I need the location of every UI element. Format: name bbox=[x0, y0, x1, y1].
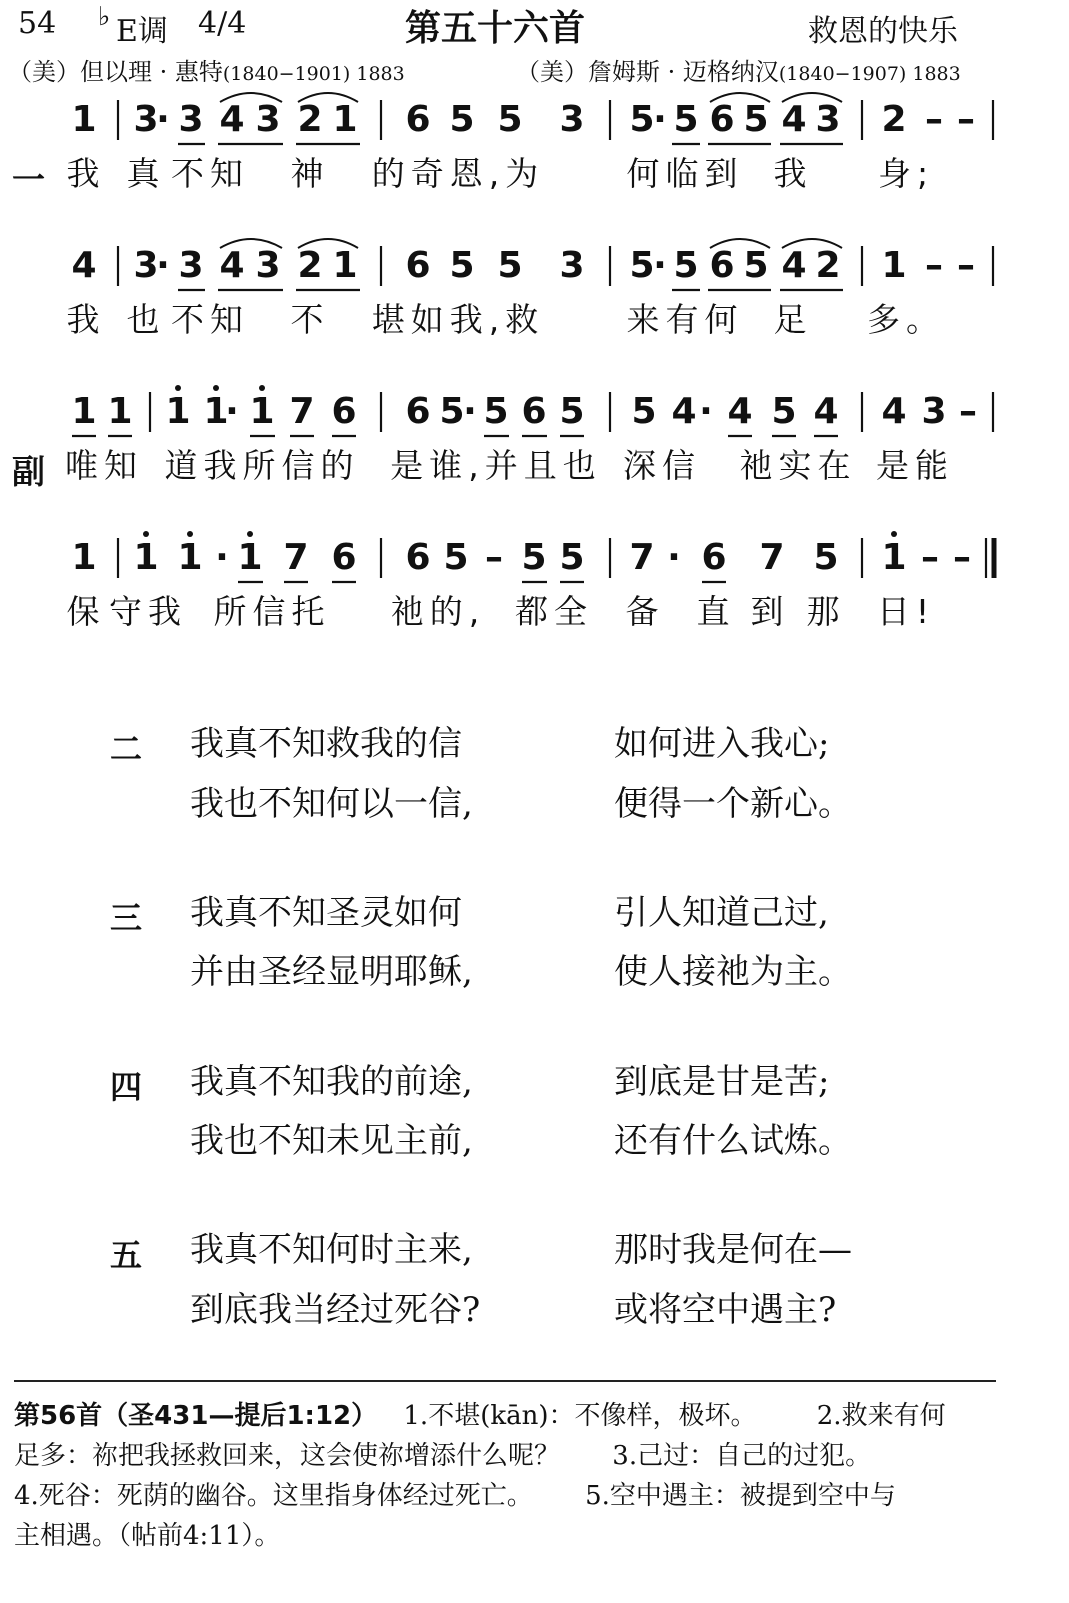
note: 5 bbox=[743, 99, 769, 140]
note: 6 bbox=[331, 391, 357, 432]
dash-mark: – bbox=[485, 537, 503, 578]
note: 7 bbox=[289, 391, 315, 432]
lyric: 祂实在 bbox=[739, 446, 857, 485]
note: 6 bbox=[709, 99, 735, 140]
verse-line: 并由圣经显明耶稣, bbox=[190, 952, 473, 992]
dot-mark: · bbox=[653, 245, 667, 286]
note: 5 bbox=[521, 537, 547, 578]
high-octave-dot bbox=[247, 531, 253, 537]
footnote-reference: 第56首（圣431—提后1:12） bbox=[14, 1401, 378, 1431]
note: 5 bbox=[673, 99, 699, 140]
high-octave-dot bbox=[891, 531, 897, 537]
lyric: 祂的, bbox=[390, 592, 486, 631]
lyric: 也 bbox=[126, 300, 166, 339]
lyric: 的奇恩,为 bbox=[371, 154, 545, 193]
lyric: 那 bbox=[806, 592, 846, 631]
slur bbox=[782, 93, 842, 102]
note: 1 bbox=[249, 391, 275, 432]
note: 1 bbox=[71, 537, 97, 578]
note: 5 bbox=[629, 99, 655, 140]
dot-mark: · bbox=[215, 537, 229, 578]
verse-line: 还有什么试炼。 bbox=[614, 1121, 852, 1161]
note: 4 bbox=[813, 391, 839, 432]
key-signature: E调 bbox=[116, 14, 168, 49]
note: 3 bbox=[921, 391, 947, 432]
slur bbox=[298, 239, 358, 248]
note: 1 bbox=[881, 245, 907, 286]
verse-line: 我真不知救我的信 bbox=[190, 724, 462, 764]
lyric: 不 bbox=[290, 300, 330, 339]
lyric: 直 bbox=[696, 592, 736, 631]
lyric: 守我 bbox=[109, 592, 187, 631]
lyric: 身; bbox=[877, 154, 935, 193]
note: 3 bbox=[255, 245, 281, 286]
footnote-item: 2.救来有何 bbox=[816, 1401, 946, 1431]
note: 5 bbox=[449, 245, 475, 286]
footnote-item: 主相遇。（帖前4:11）。 bbox=[14, 1521, 281, 1551]
high-octave-dot bbox=[259, 385, 265, 391]
note: 5 bbox=[449, 99, 475, 140]
slur bbox=[710, 93, 770, 102]
note: 4 bbox=[881, 391, 907, 432]
dot-mark: · bbox=[667, 537, 681, 578]
note: 3 bbox=[815, 99, 841, 140]
dash-mark: – bbox=[925, 99, 943, 140]
note: 5 bbox=[443, 537, 469, 578]
note: 1 bbox=[203, 391, 229, 432]
composer-years: (1840−1907) 1883 bbox=[778, 63, 961, 85]
dash-mark: – bbox=[959, 391, 977, 432]
note: 2 bbox=[881, 99, 907, 140]
note: 1 bbox=[71, 99, 97, 140]
note: 1 bbox=[107, 391, 133, 432]
footnote-line bbox=[14, 1516, 280, 1556]
note: 1 bbox=[332, 245, 358, 286]
lyricist-name: （美）但以理 · 惠特 bbox=[8, 58, 223, 86]
verse-line: 我也不知未见主前, bbox=[190, 1121, 473, 1161]
footnote-item: 1.不堪(kān)：不像样，极坏。 bbox=[403, 1401, 757, 1431]
note: 5 bbox=[629, 245, 655, 286]
note: 5 bbox=[631, 391, 657, 432]
footnote-item: 5.空中遇主：被提到空中与 bbox=[585, 1481, 896, 1511]
verse-line: 我真不知何时主来, bbox=[190, 1230, 473, 1270]
lyric: 神 bbox=[290, 154, 330, 193]
note: 3 bbox=[559, 99, 585, 140]
lyric: 不知 bbox=[171, 154, 249, 193]
verse-number: 五 bbox=[110, 1236, 143, 1274]
time-signature: 4/4 bbox=[198, 6, 247, 41]
lyric: 真 bbox=[126, 154, 166, 193]
note: 4 bbox=[219, 245, 245, 286]
lyric: 何临到 bbox=[626, 154, 744, 193]
note: 3 bbox=[178, 245, 204, 286]
lyric: 堪如我,救 bbox=[371, 300, 545, 339]
note: 5 bbox=[497, 245, 523, 286]
lyric: 是谁,并且也 bbox=[390, 446, 602, 485]
high-octave-dot bbox=[187, 531, 193, 537]
note: 6 bbox=[521, 391, 547, 432]
note: 4 bbox=[671, 391, 697, 432]
lyric: 备 bbox=[625, 592, 665, 631]
note: 5 bbox=[743, 245, 769, 286]
lyric: 是能 bbox=[876, 446, 954, 485]
lyric: 日! bbox=[876, 592, 936, 631]
dash-mark: – bbox=[953, 537, 971, 578]
note: 1 bbox=[177, 537, 203, 578]
composer-name: （美）詹姆斯 · 迈格纳汉 bbox=[516, 58, 779, 86]
verse-line: 到底是甘是苦; bbox=[614, 1062, 830, 1102]
note: 6 bbox=[405, 245, 431, 286]
lyric: 都全 bbox=[515, 592, 593, 631]
verse-label: 副 bbox=[12, 452, 45, 491]
key-flat-sign: ♭ bbox=[98, 2, 111, 32]
high-octave-dot bbox=[143, 531, 149, 537]
verse-line: 引人知道己过, bbox=[614, 893, 829, 933]
lyric: 不知 bbox=[171, 300, 249, 339]
hymn-name: 救恩的快乐 bbox=[808, 14, 958, 49]
verse-line: 到底我当经过死谷? bbox=[190, 1290, 481, 1330]
note: 6 bbox=[405, 537, 431, 578]
hymn-title: 第五十六首 bbox=[405, 8, 586, 49]
verse-line: 我真不知圣灵如何 bbox=[190, 893, 462, 933]
note: 3 bbox=[178, 99, 204, 140]
note: 5 bbox=[673, 245, 699, 286]
verse-line: 使人接祂为主。 bbox=[614, 952, 852, 992]
note: 7 bbox=[759, 537, 785, 578]
note: 4 bbox=[219, 99, 245, 140]
note: 2 bbox=[297, 99, 323, 140]
note: 4 bbox=[781, 245, 807, 286]
note: 7 bbox=[629, 537, 655, 578]
lyric: 保 bbox=[66, 592, 106, 631]
verse-line: 或将空中遇主? bbox=[614, 1290, 837, 1330]
lyric: 深信 bbox=[623, 446, 701, 485]
lyric: 我 bbox=[66, 300, 106, 339]
verse-number: 二 bbox=[110, 730, 143, 768]
note: 3 bbox=[133, 99, 159, 140]
footnote-line bbox=[14, 1436, 871, 1476]
dot-mark: · bbox=[225, 391, 239, 432]
dot-mark: · bbox=[699, 391, 713, 432]
lyric: 所信托 bbox=[213, 592, 331, 631]
note: 6 bbox=[405, 99, 431, 140]
footnote-item: 3.己过：自己的过犯。 bbox=[612, 1441, 872, 1471]
note: 4 bbox=[781, 99, 807, 140]
note: 5 bbox=[771, 391, 797, 432]
note: 2 bbox=[297, 245, 323, 286]
note: 6 bbox=[701, 537, 727, 578]
verse-line: 便得一个新心。 bbox=[614, 784, 852, 824]
footnote-line bbox=[14, 1396, 946, 1436]
note: 4 bbox=[71, 245, 97, 286]
lyric: 来有何 bbox=[626, 300, 744, 339]
slur bbox=[710, 239, 770, 248]
lyric: 道我所信的 bbox=[164, 446, 360, 485]
lyric: 足 bbox=[773, 300, 813, 339]
verse-number: 三 bbox=[110, 899, 143, 937]
note: 1 bbox=[237, 537, 263, 578]
footnote-divider bbox=[14, 1380, 996, 1382]
page-number: 54 bbox=[18, 6, 57, 41]
note: 5 bbox=[439, 391, 465, 432]
note: 3 bbox=[255, 99, 281, 140]
dash-mark: – bbox=[925, 245, 943, 286]
score-marks bbox=[0, 0, 1069, 700]
note: 1 bbox=[165, 391, 191, 432]
verse-line: 如何进入我心; bbox=[614, 724, 830, 764]
footnote-item: 4.死谷：死荫的幽谷。这里指身体经过死亡。 bbox=[14, 1481, 533, 1511]
note: 6 bbox=[709, 245, 735, 286]
verse-label: 一 bbox=[12, 160, 45, 199]
dash-mark: – bbox=[957, 245, 975, 286]
dash-mark: – bbox=[957, 99, 975, 140]
note: 6 bbox=[405, 391, 431, 432]
verse-line: 我也不知何以一信, bbox=[190, 784, 473, 824]
footnote-item: 足多：祢把我拯救回来，这会使祢增添什么呢？ bbox=[14, 1441, 561, 1471]
dot-mark: · bbox=[156, 99, 170, 140]
high-octave-dot bbox=[213, 385, 219, 391]
note: 1 bbox=[881, 537, 907, 578]
note: 5 bbox=[559, 537, 585, 578]
dot-mark: · bbox=[463, 391, 477, 432]
slur bbox=[220, 93, 282, 102]
note: 1 bbox=[133, 537, 159, 578]
note: 5 bbox=[497, 99, 523, 140]
slur bbox=[298, 93, 358, 102]
note: 3 bbox=[559, 245, 585, 286]
lyricist-years: (1840−1901) 1883 bbox=[222, 63, 405, 85]
note: 5 bbox=[813, 537, 839, 578]
note: 1 bbox=[332, 99, 358, 140]
slur bbox=[782, 239, 842, 248]
dash-mark: – bbox=[921, 537, 939, 578]
note: 2 bbox=[815, 245, 841, 286]
note: 5 bbox=[559, 391, 585, 432]
note: 1 bbox=[71, 391, 97, 432]
verse-line: 那时我是何在— bbox=[614, 1230, 852, 1270]
verse-number: 四 bbox=[110, 1068, 143, 1106]
footnote-line bbox=[14, 1476, 896, 1516]
lyric: 唯知 bbox=[65, 446, 143, 485]
lyric: 到 bbox=[750, 592, 790, 631]
note: 5 bbox=[483, 391, 509, 432]
note: 7 bbox=[283, 537, 309, 578]
lyric: 我 bbox=[773, 154, 813, 193]
verse-line: 我真不知我的前途, bbox=[190, 1062, 473, 1102]
note: 3 bbox=[133, 245, 159, 286]
dot-mark: · bbox=[653, 99, 667, 140]
dot-mark: · bbox=[156, 245, 170, 286]
lyric: 多。 bbox=[867, 300, 945, 339]
note: 4 bbox=[727, 391, 753, 432]
high-octave-dot bbox=[175, 385, 181, 391]
note: 6 bbox=[331, 537, 357, 578]
slur bbox=[220, 239, 282, 248]
lyric: 我 bbox=[66, 154, 106, 193]
